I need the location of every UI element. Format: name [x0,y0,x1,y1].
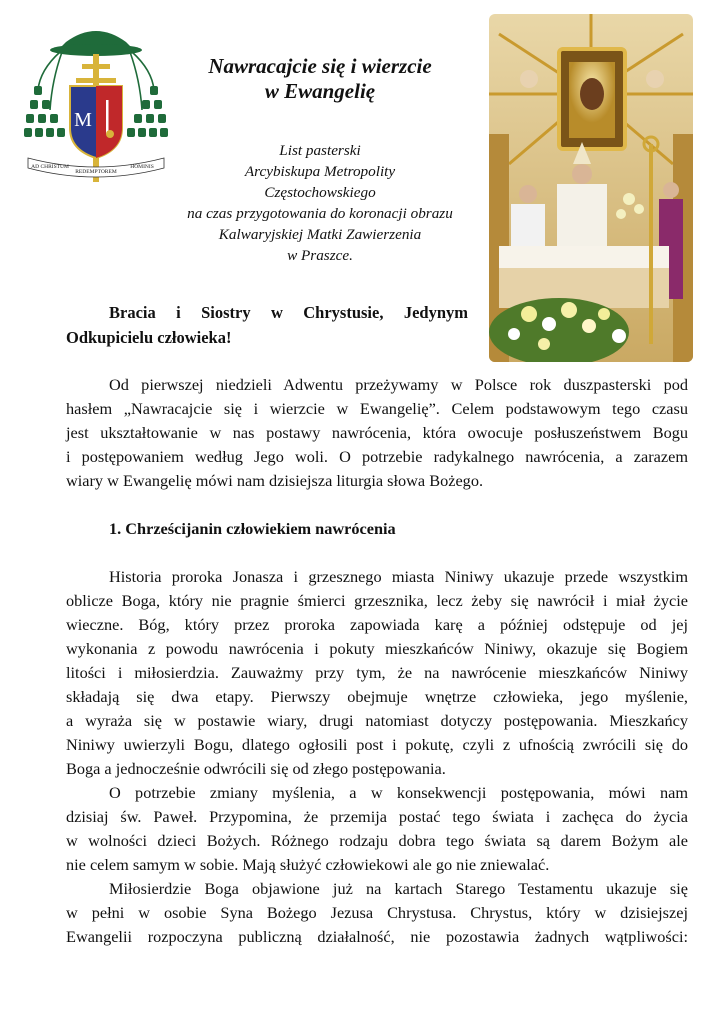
letter-body [66,373,688,949]
tassels-left [24,86,65,137]
letter-subtitle: List pasterski Arcybiskupa Metropolity Częstochowskiego na czas przygotowania do koronacji obrazu Kalwaryjskiej Matki Zawierzenia w Praszce. [187,142,453,264]
svg-text:REDEMPTOREM: REDEMPTOREM [75,169,117,175]
section-heading: 1. Chrześcijanin człowiekiem nawrócenia [109,519,396,538]
coat-of-arms [22,20,170,188]
paragraph-3: O potrzebie zmiany myślenia, a w konsekwencji postępowania, mówi nam dzisiaj św. Paweł. Przypomina, że przemija postać tego świata i zachęca do życia w wolności dzieci Bożych. Różnego rodzaju dobra tego świata są darem Bożym ale nie celem samym w sobie. Mają służyć człowiekowi ale go nie zniewalać. [66,783,688,874]
svg-text:AD CHRISTUM: AD CHRISTUM [31,164,69,170]
letter-title: Nawracajcie się i wierzcie w Ewangelię [208,54,432,103]
shield-letter: M [74,109,92,131]
altar-table [499,246,669,268]
paragraph-1: Od pierwszej niedzieli Adwentu przeżywamy w Polsce rok duszpasterski pod hasłem „Nawracajcie się i wierzcie w Ewangelię”. Celem podstawowym tego czasu jest ukształtowanie w nas postawy nawrócenia, która owocuje posłuszeństwem Bogu i postępowaniem według Jego woli. O potrzebie radykalnego nawrócenia, a zarazem wiary w Ewangelię mówi nam dzisiejsza liturgia słowa Bożego. [66,375,688,490]
paragraph-2: Historia proroka Jonasza i grzesznego miasta Niniwy ukazuje przede wszystkim oblicze Boga, który nie pragnie śmierci grzesznika, lecz żeby się nawrócił i miał życie wieczne. Bóg, który przez proroka zapowiada karę a później odstępuje od jej wykonania z powodu nawrócenia i pokuty mieszkańców Niniwy, okazuje się Bogiem litości i miłosierdzia. Zauważmy przy tym, że na nawrócenie mieszkańców Niniwy składają się dwa etapy. Pierwszy obejmuje wnętrze człowieka, jego myślenie, a wyraża się w postawie wiary, drugi natomiast dotyczy postępowania. Mieszkańcy Niniwy uwierzyli Bogu, dlatego ogłosili post i pokutę, czyli z ufnością zwrócili się do Boga a jednocześnie odwrócili się od złego postępowania. [66,567,688,778]
tassels-right [127,86,168,137]
greeting: Bracia i Siostry w Chrystusie, Jedynym Odkupicielu człowieka! [66,303,468,347]
paragraph-4: Miłosierdzie Boga objawione już na kartach Starego Testamentu ukazuje się w pełni w osobie Syna Bożego Jezusa Chrystusa. Chrystus, który w dzisiejszej Ewangelii rozpoczyna publiczną działalność, nie pozostawia żadnych wątpliwości: [66,879,688,946]
altar-photo [489,14,693,362]
svg-text:HOMINIS: HOMINIS [130,164,154,170]
